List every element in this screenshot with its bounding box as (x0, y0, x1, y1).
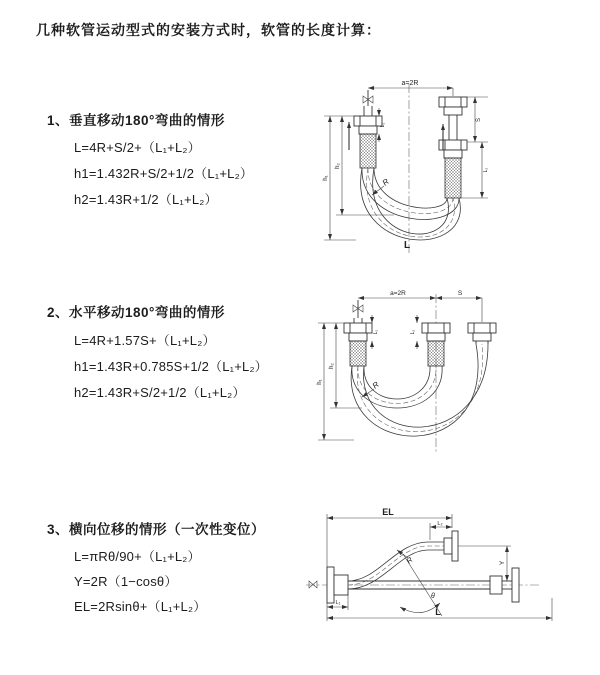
middle-fitting (422, 323, 450, 366)
valve-icon (353, 300, 363, 318)
braided-hose-left (360, 134, 376, 168)
dim-label-el: EL (382, 507, 394, 517)
dim-s (436, 290, 482, 322)
diagram-vertical-180 (312, 70, 592, 270)
valve-icon (309, 581, 317, 588)
radius-callout (372, 177, 391, 195)
section-3-formula-L: L=πRθ/90+（L₁+L₂） (74, 549, 201, 564)
dim-l1 (379, 108, 386, 142)
upper-flange (444, 531, 458, 561)
left-fitting (354, 106, 382, 168)
dim-a2r (358, 290, 436, 298)
section-3-formula-EL: EL=2Rsinθ+（L₁+L₂） (74, 599, 207, 614)
dim-label-a2r: a=2R (390, 290, 406, 297)
dim-label-h2: h₂ (335, 163, 341, 169)
right-fitting (468, 323, 496, 344)
hose-curves (348, 542, 444, 589)
diagram-horizontal-180 (310, 282, 600, 462)
dim-s (467, 97, 488, 142)
page-title: 几种软管运动型式的安装方式时，软管的长度计算： (36, 22, 381, 38)
dim-label-h1: h₁ (323, 175, 329, 181)
dim-label-s: S (457, 290, 463, 297)
braided-hose-right (445, 158, 461, 198)
valve-icon (363, 90, 373, 106)
section-2-heading: 2、水平移动180°弯曲的情形 (47, 305, 225, 320)
left-flange (327, 567, 348, 603)
section-2-formula-L: L=4R+1.57S+（L₁+L₂） (74, 333, 216, 348)
dim-l1 (372, 315, 379, 349)
dim-label-l1: L₁ (373, 329, 379, 335)
braided-hose-left (350, 341, 366, 366)
dim-y (458, 546, 511, 581)
length-label: L (403, 240, 411, 251)
dim-h1 (323, 116, 356, 240)
section-2-formula-h1: h1=1.43R+0.785S+1/2（L₁+L₂） (74, 359, 268, 374)
dim-label-s: S (476, 117, 482, 123)
dim-label-h1: h₁ (317, 379, 323, 385)
angle-label: θ (431, 593, 435, 600)
dim-el (327, 507, 452, 567)
dim-l2 (430, 521, 452, 540)
dim-label-y: Y (499, 560, 506, 566)
section-2-formula-h2: h2=1.43R+S/2+1/2（L₁+L₂） (74, 385, 246, 400)
radius-label: R (404, 555, 415, 566)
dim-h1 (317, 323, 354, 440)
dim-label-l1: L₁ (380, 122, 386, 128)
dim-label-l2: L₂ (483, 167, 489, 173)
section-1-formula-h1: h1=1.432R+S/2+1/2（L₁+L₂） (74, 166, 254, 181)
dim-label-l: L (435, 607, 441, 617)
dim-label-h2: h₂ (329, 363, 335, 369)
radius-label: R (380, 176, 391, 188)
section-1-heading: 1、垂直移动180°弯曲的情形 (47, 113, 225, 128)
section-3-heading: 3、横向位移的情形（一次性变位） (47, 522, 266, 537)
diagram-lateral-displacement (300, 490, 600, 640)
section-1-formula-h2: h2=1.43R+1/2（L₁+L₂） (74, 192, 218, 207)
dim-label-l2: L₂ (410, 329, 416, 335)
hose-curves (351, 344, 488, 436)
lower-flange (512, 568, 519, 602)
braided-hose-middle (428, 341, 444, 366)
dim-l2 (410, 315, 417, 349)
section-1-formula-L: L=4R+S/2+（L₁+L₂） (74, 140, 201, 155)
dim-label-l2: L₂ (437, 521, 443, 527)
dim-label-a2r: a=2R (401, 80, 419, 87)
section-3-formula-Y: Y=2R（1−cosθ） (74, 574, 178, 589)
dim-a2r (368, 80, 453, 96)
left-fitting (344, 318, 372, 366)
dim-label-l1: L₁ (335, 600, 341, 606)
radius-label: R (370, 379, 381, 391)
